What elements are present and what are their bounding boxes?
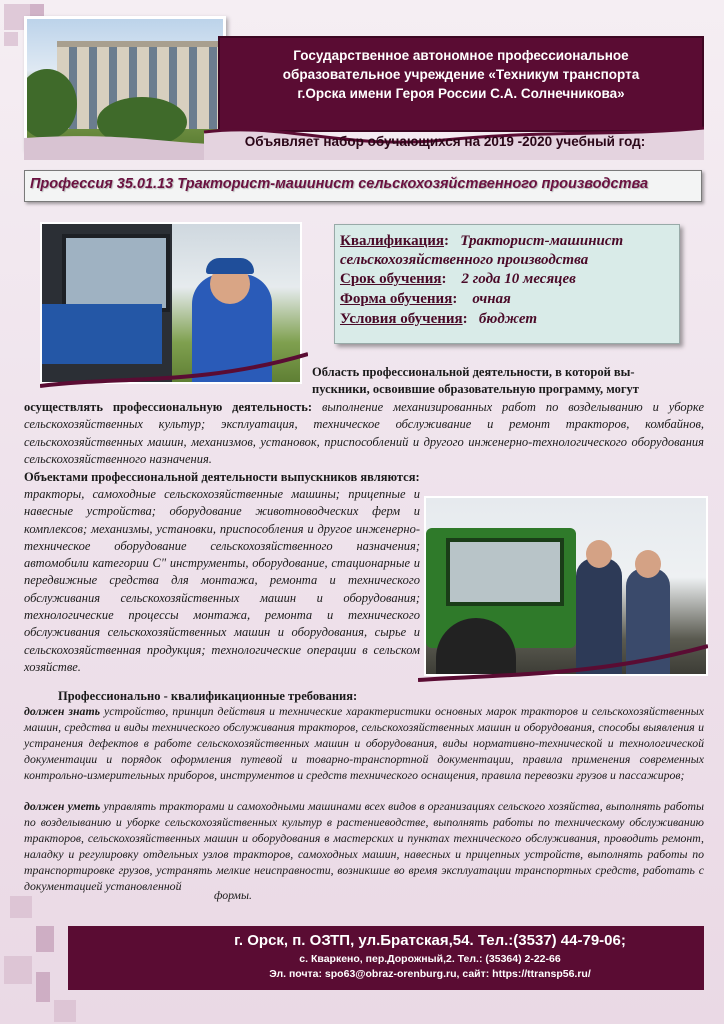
college-title [228, 46, 694, 103]
conditions-label: Условия обучения [340, 311, 463, 327]
know-text: устройство, принцип действия и технические характеристики основных марок тракторов и сельскохозяйственных машин, средства и виды технического обслуживания тракторов, сельскохозяйственных машин и оборудования, способы выявления и устранения дефектов в работе сельскохозяйственных машин и оборудования, виды нормативно-технической и технологической документации и порядок оформления путевой и товарно-транспортной документации, правила применения современных контрольно-измерительных приборов, инструментов и средств технического оснащения, правила перевозки грузов и пассажиров; [24, 704, 704, 782]
decor-square [10, 896, 32, 918]
duration-value: 2 года 10 месяцев [461, 271, 576, 287]
activity-line-2: пускники, освоившие образовательную программу, могут [312, 382, 639, 397]
decor-square [4, 956, 32, 984]
conditions-value: бюджет [478, 311, 537, 327]
able-tail: формы. [214, 888, 252, 902]
footer-contacts: Эл. почта: spo63@obraz-orenburg.ru, сайт: https://ttransp56.ru/ [269, 968, 591, 980]
duration-row: Срок обучения: 2 года 10 месяцев [340, 271, 576, 287]
requirements-heading: Профессионально - квалификационные требования: [58, 689, 358, 703]
footer-address: г. Орск, п. ОЗТП, ул.Братская,54. Тел.:(3537) 44-79-06; [234, 932, 626, 949]
title-line-2: образовательное учреждение «Техникум транспорта [282, 67, 640, 82]
duration-label: Срок обучения [340, 271, 442, 287]
form-label: Форма обучения [340, 291, 453, 307]
form-value: очная [472, 291, 511, 307]
know-paragraph [24, 704, 704, 784]
objects-heading: Объектами профессиональной деятельности выпускников являются: [24, 470, 420, 484]
able-text: управлять тракторами и самоходными машинами всех видов в организациях сельского хозяйства, выполнять работы по возделыванию и уборке сельскохозяйственных культур в растениеводстве, выполнять работы по техническому обслуживанию тракторов, сельскохозяйственных машин и оборудования в мастерских и пунктах технического обслуживания, проводить ремонт, наладку и регулировку отдельных узлов тракторов, самоходных машин, навесных и прицепных устройств, выполнять работы по транспортировке грузов, устранять мелкие неисправности, возникшие во время эксплуатации транспортных средств, работать с документацией установленной [24, 799, 704, 893]
footer-branch: с. Кваркено, пер.Дорожный,2. Тел.: (35364) 2-22-66 [299, 953, 561, 965]
qualification-row: Квалификация: Тракторист-машинист [340, 233, 624, 249]
profession-title: Профессия 35.01.13 Тракторист-машинист сельскохозяйственного производства [30, 176, 649, 192]
able-paragraph [24, 799, 704, 894]
decor-square [54, 1000, 76, 1022]
qualification-label: Квалификация [340, 233, 445, 249]
decor-square [4, 32, 18, 46]
activity-paragraph [24, 399, 704, 468]
announcement-text: Объявляет набор обучающихся на 2019 -2020 учебный год: [244, 134, 646, 149]
qualification-row-cont [340, 251, 676, 270]
decor-square [36, 972, 50, 1002]
know-label: должен знать [24, 704, 101, 718]
activity-intro [312, 364, 706, 399]
objects-text: тракторы, самоходные сельскохозяйственные машины; прицепные и навесные устройства; оборудование животноводческих ферм и комплексов; механизмы, установки, приспособления и другое инженерно-техническое оборудование сельскохозяйственного назначения; автомобили категории С" инструменты, оборудование, стационарные и передвижные средства для монтажа, ремонта и технического обслуживания сельскохозяйственных машин и оборудования; технологические процессы монтажа, ремонта и технического обслуживания сельскохозяйственных машин и оборудования, сырье и сельскохозяйственная продукция; технологические операции в сельском хозяйстве. [24, 487, 420, 674]
form-row: Форма обучения: очная [340, 291, 511, 307]
photo-wave-decoration [418, 640, 708, 684]
activity-lead: осуществлять профессиональную деятельность: [24, 400, 313, 414]
conditions-row: Условия обучения: бюджет [340, 311, 537, 327]
title-line-3: г.Орска имени Героя России С.А. Солнечникова» [297, 86, 625, 101]
decor-square [36, 926, 54, 952]
qualification-value-cont: сельскохозяйственного производства [340, 252, 589, 268]
photo-wave-decoration [40, 346, 308, 390]
activity-line-1: Область профессиональной деятельности, в которой вы- [312, 365, 635, 379]
title-line-1: Государственное автономное профессиональное [293, 48, 629, 63]
activity-text: выполнение механизированных работ по возделыванию и уборке сельскохозяйственных культур; эксплуатация, техническое обслуживание и ремонт тракторов, комбайнов, сельскохозяйственных машин, механизмов, установок, приспособлений и другого инженерно-технологического оборудования сельскохозяйственного назначения. [24, 400, 705, 466]
able-label: должен уметь [24, 799, 101, 813]
qualification-value: Тракторист-машинист [460, 233, 624, 249]
